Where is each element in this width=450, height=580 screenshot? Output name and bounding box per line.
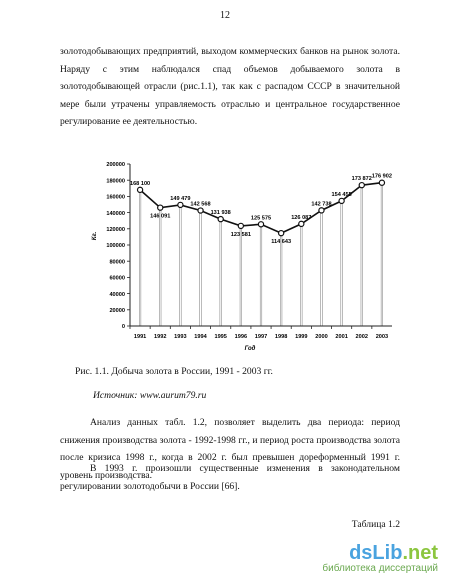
- y-tick-label: 100000: [106, 243, 125, 250]
- data-label: 114 643: [271, 239, 292, 246]
- data-point: [218, 217, 223, 222]
- y-tick-label: 80000: [109, 259, 125, 266]
- data-label: 125 575: [250, 215, 272, 222]
- data-label: 126 087: [291, 214, 312, 221]
- source-note: Источник: www.aurum79.ru: [93, 390, 207, 401]
- data-point: [359, 183, 364, 188]
- x-tick-label: 1993: [174, 334, 187, 340]
- paragraph-legislation-text: В 1993 г. произошли существенные изменения в законодательном регулировании золотодобычи в России [66].: [60, 463, 400, 492]
- y-tick-label: 140000: [106, 210, 125, 217]
- chart-bar: [301, 224, 303, 326]
- chart-bar: [240, 226, 242, 326]
- data-point: [178, 202, 183, 207]
- x-tick-label: 2000: [315, 334, 328, 340]
- data-point: [299, 221, 304, 226]
- gold-production-chart: [88, 158, 400, 358]
- y-tick-label: 120000: [106, 227, 125, 233]
- data-label: 131 938: [210, 210, 231, 217]
- data-label: 168 100: [129, 180, 151, 187]
- data-point: [238, 223, 243, 228]
- data-label: 146 091: [150, 213, 171, 220]
- figure-caption: Рис. 1.1. Добыча золота в России, 1991 - 2003 гг.: [75, 366, 273, 377]
- x-tick-label: 1998: [274, 334, 288, 340]
- table-label: Таблица 1.2: [351, 519, 400, 530]
- page-number: 12: [220, 10, 230, 21]
- x-tick-label: 1994: [194, 334, 207, 340]
- data-label: 142 568: [190, 201, 211, 208]
- data-point: [137, 187, 142, 192]
- y-tick-label: 160000: [106, 194, 125, 201]
- chart-bar: [220, 219, 222, 326]
- y-tick-label: 0: [121, 324, 125, 331]
- chart-bar: [139, 190, 141, 326]
- watermark-logo: dsLib.net: [349, 542, 438, 564]
- x-tick-label: 2003: [375, 334, 389, 340]
- x-tick-label: 1992: [154, 334, 167, 340]
- data-label: 176 902: [371, 173, 393, 180]
- data-label: 173 872: [351, 176, 372, 183]
- data-point: [258, 222, 263, 227]
- chart-bar: [381, 183, 383, 326]
- data-point: [158, 205, 163, 210]
- data-label: 154 455: [331, 191, 352, 198]
- data-point: [198, 208, 203, 213]
- paragraph-legislation: [60, 460, 400, 495]
- y-tick-label: 20000: [109, 308, 125, 314]
- x-tick-label: 1996: [234, 334, 248, 340]
- y-tick-label: 40000: [109, 291, 125, 298]
- x-tick-label: 1991: [133, 334, 147, 340]
- site-watermark: [322, 543, 438, 574]
- data-point: [379, 180, 384, 185]
- x-tick-label: 1999: [295, 334, 308, 340]
- x-tick-label: 2001: [335, 334, 348, 340]
- chart-bar: [159, 208, 161, 326]
- data-point: [339, 198, 344, 203]
- data-label: 142 738: [311, 201, 332, 208]
- y-tick-label: 60000: [109, 275, 125, 282]
- chart-svg: [88, 158, 400, 358]
- x-tick-label: 2002: [355, 334, 368, 340]
- y-tick-label: 180000: [106, 178, 125, 185]
- chart-bar: [361, 185, 363, 326]
- chart-bar: [260, 224, 262, 326]
- data-point: [319, 208, 324, 213]
- data-point: [279, 231, 284, 236]
- watermark-subtitle: библиотека диссертаций: [322, 563, 438, 574]
- paragraph-intro: золотодобывающих предприятий, выходом коммерческих банков на рынок золота. Наряду с этим наблюдался спад объемов добываемого золота в золотодобывающей отрасли (рис.1.1), так как с распадом СССР в значительной мере были утрачены управляемость отраслью и центральное государственное регулирование ее деятельностью.: [60, 46, 400, 127]
- paragraph-analysis-text: Анализ данных табл. 1.2, позволяет выделить два периода: период снижения производства золота - 1992-1998 гг., и период роста производства золота после кризиса 1998 г., когда в 2002 г. был превышен дореформенный 1991 г. уровень производства.: [60, 417, 400, 481]
- chart-bar: [321, 210, 323, 326]
- data-label: 149 479: [170, 195, 191, 202]
- chart-bar: [341, 201, 343, 326]
- chart-bar: [180, 205, 182, 326]
- y-tick-label: 200000: [106, 162, 125, 169]
- y-axis-title: Кг.: [92, 231, 98, 241]
- x-tick-label: 1997: [254, 334, 268, 340]
- x-axis-title: Год: [244, 346, 256, 352]
- data-label: 123 581: [230, 231, 251, 238]
- chart-bar: [280, 233, 282, 326]
- chart-bar: [200, 211, 202, 326]
- x-tick-label: 1995: [214, 334, 227, 340]
